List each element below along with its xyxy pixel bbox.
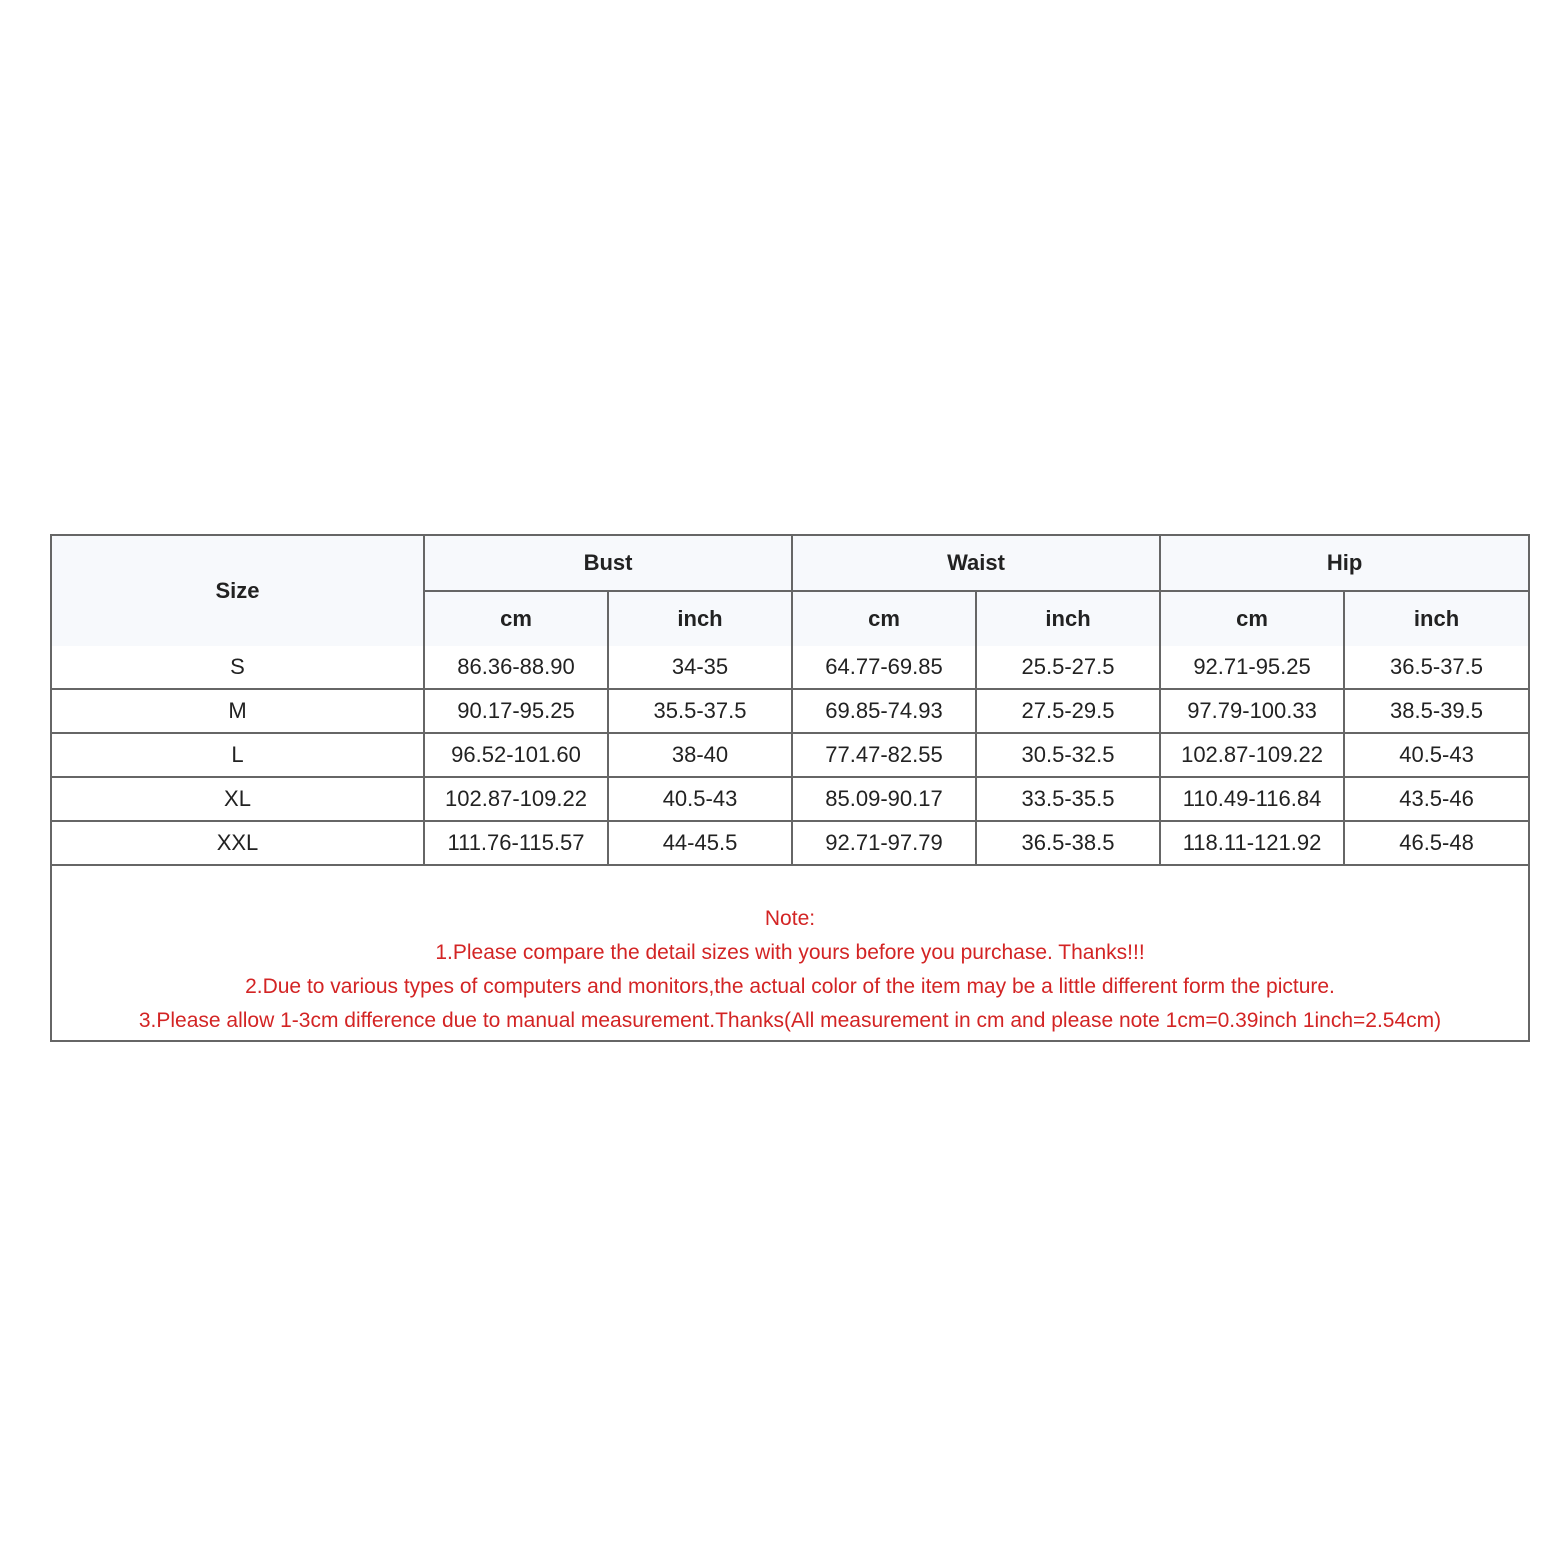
- table-cell: 64.77-69.85: [792, 646, 976, 689]
- table-row: [52, 821, 1528, 865]
- table-row: [52, 689, 1528, 733]
- table-cell: 102.87-109.22: [424, 777, 608, 821]
- table-cell: 43.5-46: [1344, 777, 1528, 821]
- size-cell: XXL: [52, 821, 424, 865]
- table-row: [52, 777, 1528, 821]
- table-cell: 35.5-37.5: [608, 689, 792, 733]
- table-cell: 27.5-29.5: [976, 689, 1160, 733]
- table-cell: 77.47-82.55: [792, 733, 976, 777]
- hip-group-header: Hip: [1160, 536, 1528, 591]
- unit-header: inch: [608, 591, 792, 646]
- table-cell: 86.36-88.90: [424, 646, 608, 689]
- table-cell: 92.71-95.25: [1160, 646, 1344, 689]
- table-cell: 111.76-115.57: [424, 821, 608, 865]
- table-cell: 90.17-95.25: [424, 689, 608, 733]
- unit-header: cm: [1160, 591, 1344, 646]
- table-cell: 85.09-90.17: [792, 777, 976, 821]
- size-chart: [50, 534, 1530, 1042]
- header-row-groups: [52, 536, 1528, 591]
- unit-header: inch: [976, 591, 1160, 646]
- note-line: 3.Please allow 1-3cm difference due to manual measurement.Thanks(All measurement in cm and please note 1cm=0.39inch 1inch=2.54cm): [138, 1009, 1442, 1032]
- table-cell: 118.11-121.92: [1160, 821, 1344, 865]
- table-cell: 30.5-32.5: [976, 733, 1160, 777]
- table-cell: 40.5-43: [1344, 733, 1528, 777]
- table-row: [52, 646, 1528, 689]
- table-cell: 25.5-27.5: [976, 646, 1160, 689]
- size-cell: XL: [52, 777, 424, 821]
- size-column-header: Size: [52, 536, 424, 646]
- table-cell: 44-45.5: [608, 821, 792, 865]
- table-cell: 69.85-74.93: [792, 689, 976, 733]
- table-cell: 38.5-39.5: [1344, 689, 1528, 733]
- table-cell: 40.5-43: [608, 777, 792, 821]
- table-cell: 46.5-48: [1344, 821, 1528, 865]
- size-cell: L: [52, 733, 424, 777]
- notes-section: [52, 866, 1528, 1040]
- size-cell: M: [52, 689, 424, 733]
- table-cell: 97.79-100.33: [1160, 689, 1344, 733]
- table-cell: 36.5-38.5: [976, 821, 1160, 865]
- note-line: 1.Please compare the detail sizes with yours before you purchase. Thanks!!!: [435, 941, 1145, 964]
- unit-header: cm: [424, 591, 608, 646]
- size-cell: S: [52, 646, 424, 689]
- size-table: [52, 536, 1528, 866]
- table-cell: 92.71-97.79: [792, 821, 976, 865]
- table-cell: 36.5-37.5: [1344, 646, 1528, 689]
- table-cell: 33.5-35.5: [976, 777, 1160, 821]
- waist-group-header: Waist: [792, 536, 1160, 591]
- bust-group-header: Bust: [424, 536, 792, 591]
- table-cell: 110.49-116.84: [1160, 777, 1344, 821]
- table-cell: 96.52-101.60: [424, 733, 608, 777]
- note-title: Note:: [764, 907, 816, 930]
- unit-header: cm: [792, 591, 976, 646]
- unit-header: inch: [1344, 591, 1528, 646]
- table-cell: 102.87-109.22: [1160, 733, 1344, 777]
- table-cell: 38-40: [608, 733, 792, 777]
- note-line: 2.Due to various types of computers and monitors,the actual color of the item may be a little different form the picture.: [245, 975, 1335, 998]
- table-cell: 34-35: [608, 646, 792, 689]
- table-row: [52, 733, 1528, 777]
